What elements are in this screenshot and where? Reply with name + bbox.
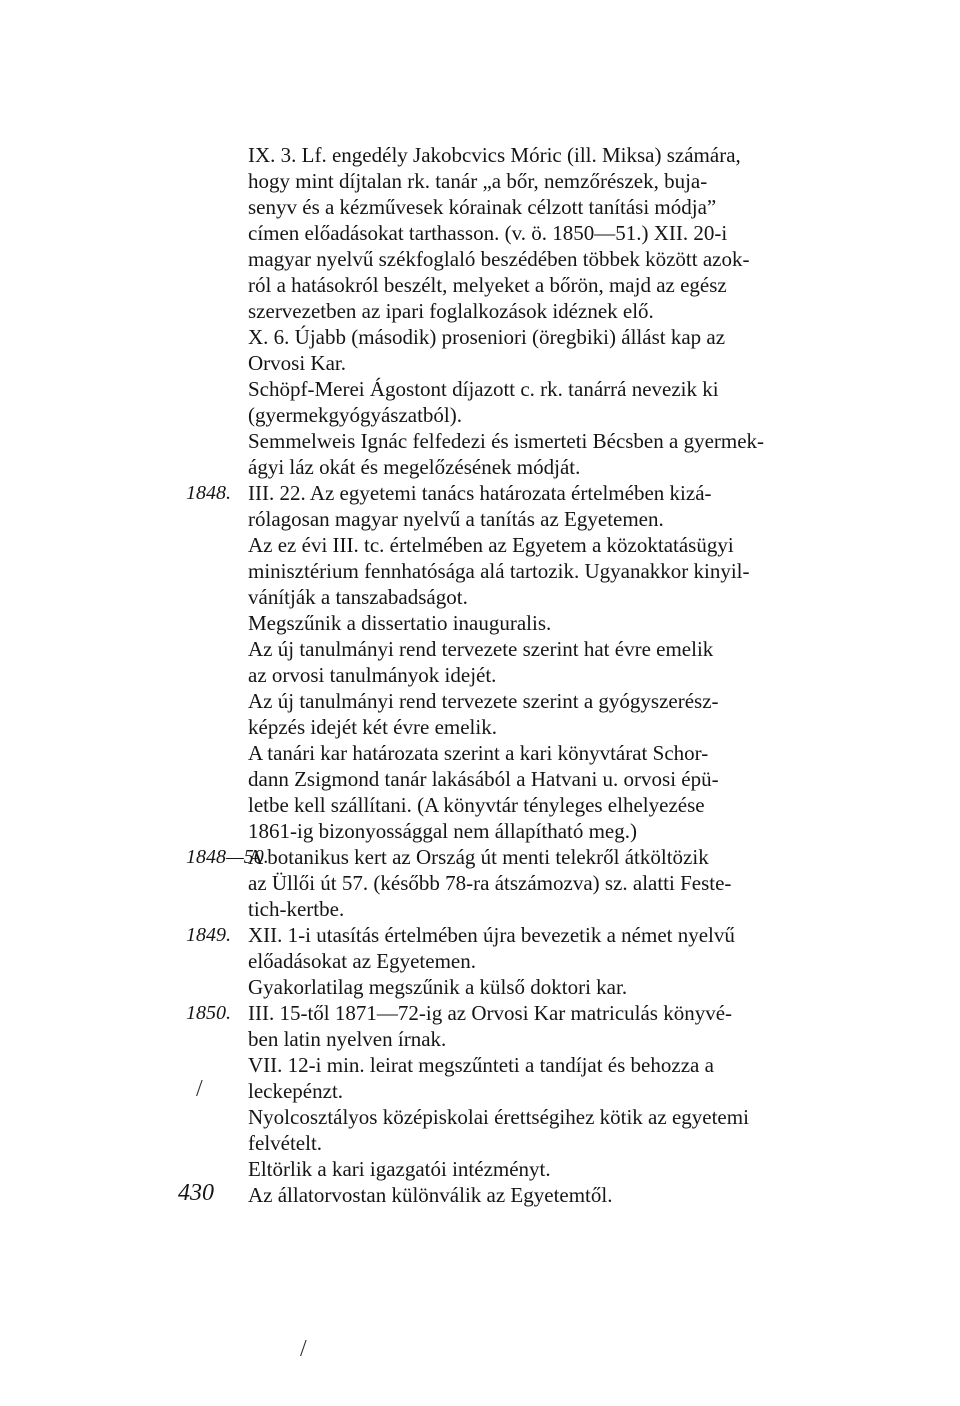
- year-label-1850: 1850.: [186, 1002, 231, 1024]
- text-line: Orvosi Kar.: [248, 351, 346, 375]
- year-label-1848: 1848.: [186, 482, 231, 504]
- text-line: senyv és a kézművesek kórainak célzott tanítási módja”: [248, 195, 717, 219]
- text-line: III. 15-től 1871—72-ig az Orvosi Kar matriculás könyvé-: [248, 1001, 733, 1025]
- text-line: IX. 3. Lf. engedély Jakobcvics Móric (ill. Miksa) számára,: [248, 143, 741, 167]
- text-line: előadásokat az Egyetemen.: [248, 949, 476, 973]
- text-line: A tanári kar határozata szerint a kari könyvtárat Schor-: [248, 741, 709, 765]
- text-line: XII. 1-i utasítás értelmében újra bevezetik a német nyelvű: [248, 923, 735, 947]
- text-line: vánítják a tanszabadságot.: [248, 585, 468, 609]
- text-line: ben latin nyelven írnak.: [248, 1027, 447, 1051]
- year-label-1848-50: 1848—50.: [186, 846, 269, 868]
- text-line: minisztérium fennhatósága alá tartozik. Ugyanakkor kinyil-: [248, 559, 750, 583]
- text-line: X. 6. Újabb (második) proseniori (öregbiki) állást kap az: [248, 325, 726, 349]
- text-line: A botanikus kert az Ország út menti telekről átköltözik: [248, 845, 709, 869]
- text-line: szervezetben az ipari foglalkozások idéznek elő.: [248, 299, 654, 323]
- text-line: Az ez évi III. tc. értelmében az Egyetem a közoktatásügyi: [248, 533, 734, 557]
- text-line: VII. 12-i min. leirat megszűnteti a tandíjat és behozza a: [248, 1053, 714, 1077]
- text-line: Gyakorlatilag megszűnik a külső doktori kar.: [248, 975, 628, 999]
- text-line: képzés idejét két évre emelik.: [248, 715, 497, 739]
- margin-slash-mark: /: [196, 1076, 203, 1102]
- text-line: Megszűnik a dissertatio inauguralis.: [248, 611, 552, 635]
- text-line: Az állatorvostan különválik az Egyetemtől.: [248, 1183, 613, 1207]
- text-line: az Üllői út 57. (később 78-ra átszámozva) sz. alatti Feste-: [248, 871, 732, 895]
- year-label-1849: 1849.: [186, 924, 231, 946]
- text-line: dann Zsigmond tanár lakásából a Hatvani u. orvosi épü-: [248, 767, 719, 791]
- text-line: Schöpf-Merei Ágostont díjazott c. rk. tanárrá nevezik ki: [248, 377, 719, 401]
- text-line: ágyi láz okát és megelőzésének módját.: [248, 455, 581, 479]
- margin-slash-mark: /: [300, 1336, 307, 1362]
- text-line: rólagosan magyar nyelvű a tanítás az Egyetemen.: [248, 507, 664, 531]
- text-line: Nyolcosztályos középiskolai érettségihez kötik az egyetemi: [248, 1105, 749, 1129]
- text-line: Az új tanulmányi rend tervezete szerint a gyógyszerész-: [248, 689, 719, 713]
- text-line: címen előadásokat tarthasson. (v. ö. 1850—51.) XII. 20-i: [248, 221, 728, 245]
- text-line: Semmelweis Ignác felfedezi és ismerteti Bécsben a gyermek-: [248, 429, 765, 453]
- text-line: ról a hatásokról beszélt, melyeket a bőrön, majd az egész: [248, 273, 727, 297]
- text-line: letbe kell szállítani. (A könyvtár tényleges elhelyezése: [248, 793, 705, 817]
- page-number: 430: [178, 1180, 214, 1206]
- text-line: leckepénzt.: [248, 1079, 344, 1103]
- text-line: magyar nyelvű székfoglaló beszédében többek között azok-: [248, 247, 750, 271]
- text-line: az orvosi tanulmányok idejét.: [248, 663, 497, 687]
- text-line: 1861-ig bizonyossággal nem állapítható meg.): [248, 819, 637, 843]
- text-line: (gyermekgyógyászatból).: [248, 403, 463, 427]
- text-line: Eltörlik a kari igazgatói intézményt.: [248, 1157, 551, 1181]
- text-line: III. 22. Az egyetemi tanács határozata értelmében kizá-: [248, 481, 712, 505]
- text-line: Az új tanulmányi rend tervezete szerint hat évre emelik: [248, 637, 714, 661]
- text-line: hogy mint díjtalan rk. tanár „a bőr, nemzőrészek, buja-: [248, 169, 708, 193]
- text-line: felvételt.: [248, 1131, 323, 1155]
- text-line: tich-kertbe.: [248, 897, 345, 921]
